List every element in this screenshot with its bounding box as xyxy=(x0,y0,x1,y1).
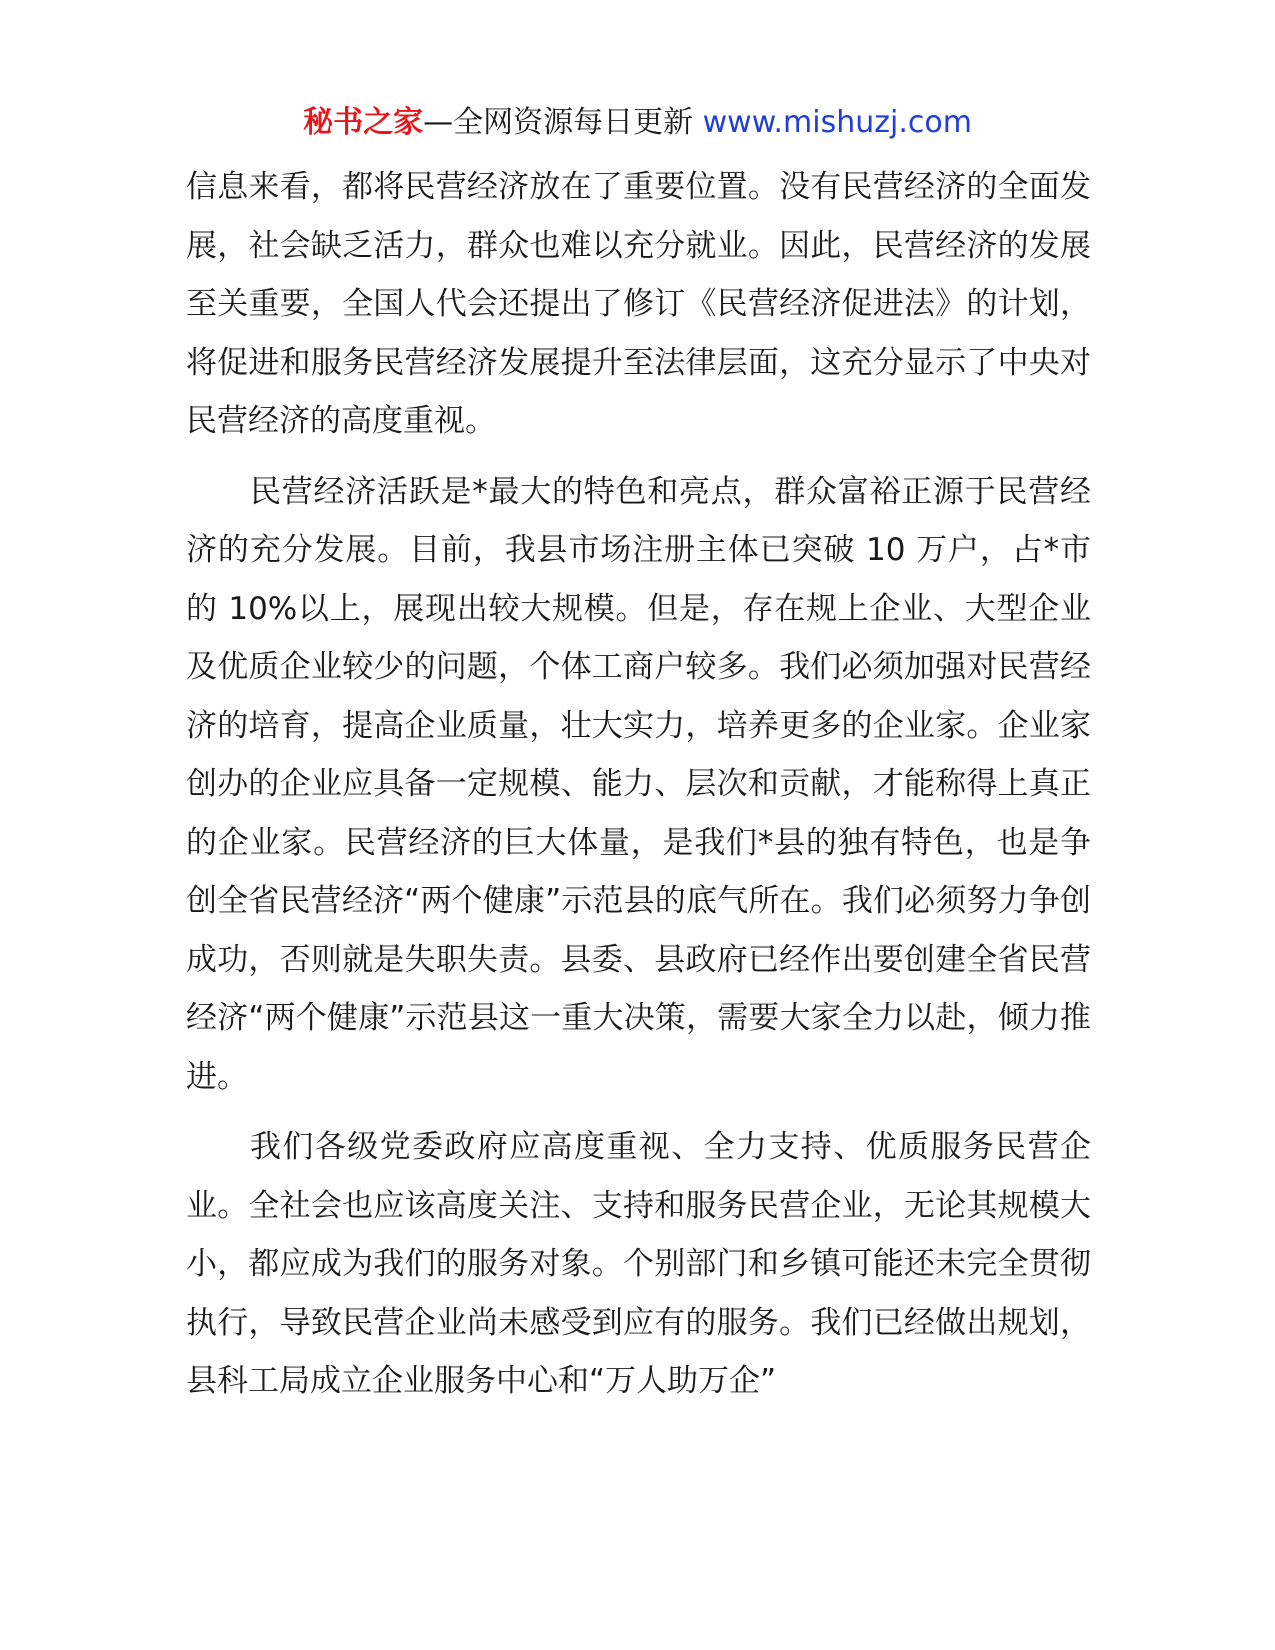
header-tagline: —全网资源每日更新 xyxy=(423,105,703,140)
document-body xyxy=(186,158,1091,1411)
page-header xyxy=(0,103,1275,143)
site-url-link[interactable]: www.mishuzj.com xyxy=(702,105,972,140)
paragraph-1: 信息来看，都将民营经济放在了重要位置。没有民营经济的全面发展，社会缺乏活力，群众也难以充分就业。因此，民营经济的发展至关重要，全国人代会还提出了修订《民营经济促进法》的计划，将促进和服务民营经济发展提升至法律层面，这充分显示了中央对民营经济的高度重视。 xyxy=(186,169,1091,439)
paragraph-2: 民营经济活跃是*最大的特色和亮点，群众富裕正源于民营经济的充分发展。目前，我县市场注册主体已突破 10 万户，占*市的 10%以上，展现出较大规模。但是，存在规上企业、大型企业及优质企业较少的问题，个体工商户较多。我们必须加强对民营经济的培育，提高企业质量，壮大实力，培养更多的企业家。企业家创办的企业应具备一定规模、能力、层次和贡献，才能称得上真正的企业家。民营经济的巨大体量，是我们*县的独有特色，也是争创全省民营经济“两个健康”示范县的底气所在。我们必须努力争创成功，否则就是失职失责。县委、县政府已经作出要创建全省民营经济“两个健康”示范县这一重大决策，需要大家全力以赴，倾力推进。 xyxy=(186,473,1091,1095)
paragraph-3: 我们各级党委政府应高度重视、全力支持、优质服务民营企业。全社会也应该高度关注、支持和服务民营企业，无论其规模大小，都应成为我们的服务对象。个别部门和乡镇可能还未完全贯彻执行，导致民营企业尚未感受到应有的服务。我们已经做出规划，县科工局成立企业服务中心和“万人助万企” xyxy=(186,1129,1091,1399)
brand-name: 秘书之家 xyxy=(303,105,424,140)
